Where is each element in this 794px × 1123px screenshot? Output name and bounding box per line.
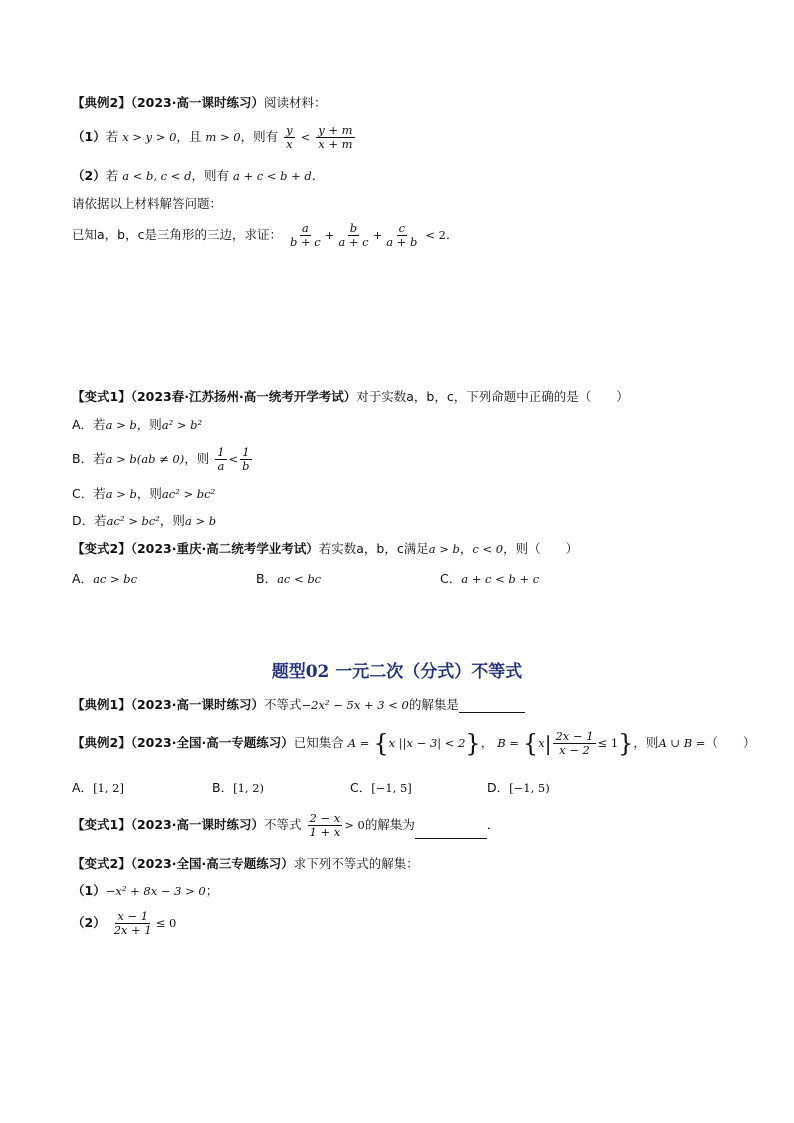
instruction-text: 请依据以上材料解答问题： [72, 196, 223, 211]
math-operator: + [324, 228, 335, 243]
option-d [72, 513, 216, 529]
right-brace-icon: } [465, 729, 481, 758]
variant-2b-header [72, 856, 419, 871]
option-label: C．若 [72, 486, 106, 501]
example-text: ，则 [633, 735, 659, 751]
right-brace-icon: } [618, 729, 634, 758]
variant-source: （2023·高一课时练习） [130, 817, 264, 833]
denominator: a + b [386, 235, 418, 250]
math-expression: [1, 2] [93, 781, 124, 795]
math-expression: A = [347, 736, 370, 751]
math-expression: a + c < b + d [232, 169, 312, 183]
variant-2-header [72, 541, 578, 557]
math-expression: −2x² − 5x + 3 < 0 [301, 698, 409, 712]
math-expression: < 2 [425, 228, 446, 243]
item-number: （1） [72, 129, 106, 145]
variant-source: （2023春·江苏扬州·高一统考开学考试） [130, 389, 357, 404]
item-text: ，且 [176, 129, 202, 145]
example-2-question [72, 222, 459, 249]
math-expression: a > b [105, 418, 137, 432]
math-expression: c < 0 [472, 542, 504, 556]
math-expression: [1, 2) [233, 781, 264, 795]
math-expression: ac < bc [277, 572, 322, 586]
left-brace-icon: { [522, 729, 539, 758]
option-a [72, 569, 137, 587]
option-a [72, 778, 124, 796]
item-number: （2） [72, 168, 106, 183]
math-expression: ac² > bc² [161, 487, 216, 501]
variant-text: 对于实数a，b，c，下列命题中正确的是（ ） [356, 389, 629, 404]
option-label: A． [72, 780, 94, 795]
fraction [384, 222, 419, 249]
option-label: B．若 [72, 451, 106, 467]
math-expression: m > 0 [205, 130, 241, 145]
variant-source: （2023·全国·高三专题练习） [130, 856, 294, 871]
numerator: 2x − 1 [555, 729, 594, 743]
left-brace-icon: { [373, 729, 389, 758]
example-text: 已知集合 [293, 735, 344, 751]
example-tag: 【典例1】 [72, 697, 131, 712]
fraction [112, 910, 154, 937]
item-text: ，则有 [191, 168, 229, 183]
denominator: x − 2 [559, 743, 590, 758]
example-tag: 【典例2】 [72, 95, 131, 110]
variant-text: 的解集为 [364, 817, 415, 833]
example-tag: 【典例2】 [72, 735, 131, 751]
option-b [212, 778, 264, 796]
variant-1-header [72, 389, 629, 404]
variant-tag: 【变式1】 [72, 817, 131, 833]
option-b [72, 446, 254, 473]
variant-2b-item-2 [72, 910, 176, 937]
item-text: 若 [105, 168, 119, 183]
math-operator: < [228, 452, 239, 467]
item-text: ； [205, 883, 219, 898]
example-source: （2023·高一课时练习） [130, 95, 264, 110]
option-label: C． [440, 571, 462, 586]
variant-text: ． [486, 817, 500, 833]
denominator: b + c [289, 235, 321, 250]
fraction [336, 222, 370, 249]
item-number: （2） [72, 915, 106, 931]
example-2-item-1 [72, 124, 357, 151]
math-expression: ac² > bc² [106, 514, 160, 528]
numerator: a [301, 221, 309, 235]
math-expression: −x² + 8x − 3 > 0 [105, 884, 206, 898]
section-title: 题型02 一元二次（分式）不等式 [271, 662, 523, 682]
math-expression: a > b [105, 487, 137, 501]
question-text: 已知a，b，c是三角形的三边，求证： [72, 227, 282, 243]
denominator: a [217, 459, 225, 474]
variant-tag: 【变式2】 [72, 541, 131, 556]
option-text: ，则 [184, 451, 210, 467]
option-b [256, 569, 321, 587]
example-text: （ ） [705, 735, 756, 751]
variant-text: 求下列不等式的解集： [293, 856, 419, 871]
math-expression: a + c < b + c [461, 572, 540, 586]
numerator: y [286, 123, 293, 137]
example-1-header [72, 697, 525, 713]
variant-text: ， [459, 541, 473, 556]
variant-text: 不等式 [264, 817, 302, 833]
item-text: ． [311, 168, 325, 183]
option-text: ，则 [159, 513, 185, 528]
variant-1b-header [72, 812, 499, 839]
math-operator: + [372, 228, 383, 243]
question-text: ． [446, 227, 459, 243]
numerator: y + m [318, 123, 353, 137]
variant-text: ，则（ ） [503, 541, 579, 556]
item-text: 若 [105, 129, 119, 145]
option-c [72, 486, 215, 502]
option-label: C． [350, 780, 372, 795]
math-expression: [−1, 5] [371, 781, 412, 795]
math-expression: a > b [184, 514, 217, 528]
denominator: 2x + 1 [113, 923, 152, 938]
option-c [440, 569, 539, 587]
math-expression: ≤ 1 [597, 736, 619, 751]
option-a [72, 417, 202, 433]
option-label: B． [212, 780, 234, 795]
math-expression: > 0 [344, 818, 365, 833]
variant-text: 若实数a，b，c满足 [318, 541, 429, 556]
variant-source: （2023·重庆·高二统考学业考试） [130, 541, 319, 556]
fraction [284, 124, 295, 151]
numerator: 2 − x [309, 811, 341, 825]
numerator: 1 [217, 445, 225, 459]
item-text: ，则有 [240, 129, 279, 145]
numerator: b [349, 221, 358, 235]
math-expression: x ||x − 3| < 2 [388, 736, 466, 751]
answer-blank[interactable] [415, 838, 487, 839]
math-expression: ≤ 0 [155, 916, 177, 931]
option-label: B． [256, 571, 278, 586]
math-expression: a² > b² [161, 418, 203, 432]
answer-blank[interactable] [459, 712, 525, 713]
denominator: 1 + x [309, 825, 341, 840]
option-text: ，则 [136, 486, 162, 501]
example-text: 的解集是 [408, 697, 459, 712]
math-expression: x > y > 0 [122, 130, 177, 145]
denominator: x [286, 137, 293, 152]
fraction [308, 812, 343, 839]
example-2-header [72, 95, 327, 110]
option-text: ，则 [136, 417, 162, 432]
example-source: （2023·高一课时练习） [130, 697, 264, 712]
example-2-item-2 [72, 168, 324, 184]
numerator: x − 1 [117, 909, 149, 923]
denominator: x + m [318, 137, 353, 152]
example-text: ， [480, 735, 494, 751]
option-label: A． [72, 571, 94, 586]
math-expression: a > b(ab ≠ 0) [105, 452, 185, 467]
fraction [316, 124, 354, 151]
example-text: 阅读材料： [264, 95, 327, 110]
denominator: a + c [338, 235, 369, 250]
option-label: A．若 [72, 417, 106, 432]
math-expression: [−1, 5) [509, 781, 550, 795]
math-expression: B = [497, 736, 519, 751]
option-c [350, 778, 412, 796]
numerator: c [398, 221, 406, 235]
variant-2b-item-1 [72, 883, 218, 899]
example-source: （2023·全国·高一专题练习） [130, 735, 294, 751]
math-expression: a > b [428, 542, 460, 556]
example-2b-header [72, 730, 755, 757]
variant-tag: 【变式2】 [72, 856, 131, 871]
math-expression: A ∪ B = [658, 736, 706, 751]
option-d [487, 778, 550, 796]
option-label: D． [487, 780, 510, 795]
example-text: 不等式 [264, 697, 302, 712]
denominator: b [242, 459, 250, 474]
fraction [553, 730, 595, 757]
math-operator: < [300, 130, 311, 145]
math-expression: x [538, 736, 545, 751]
vertical-bar-icon: | [544, 731, 552, 756]
fraction [215, 446, 226, 473]
variant-tag: 【变式1】 [72, 389, 131, 404]
math-expression: a < b, c < d [122, 169, 192, 183]
math-expression: ac > bc [93, 572, 138, 586]
item-number: （1） [72, 883, 106, 898]
option-label: D．若 [72, 513, 107, 528]
numerator: 1 [242, 445, 250, 459]
fraction [288, 222, 323, 249]
fraction [240, 446, 251, 473]
